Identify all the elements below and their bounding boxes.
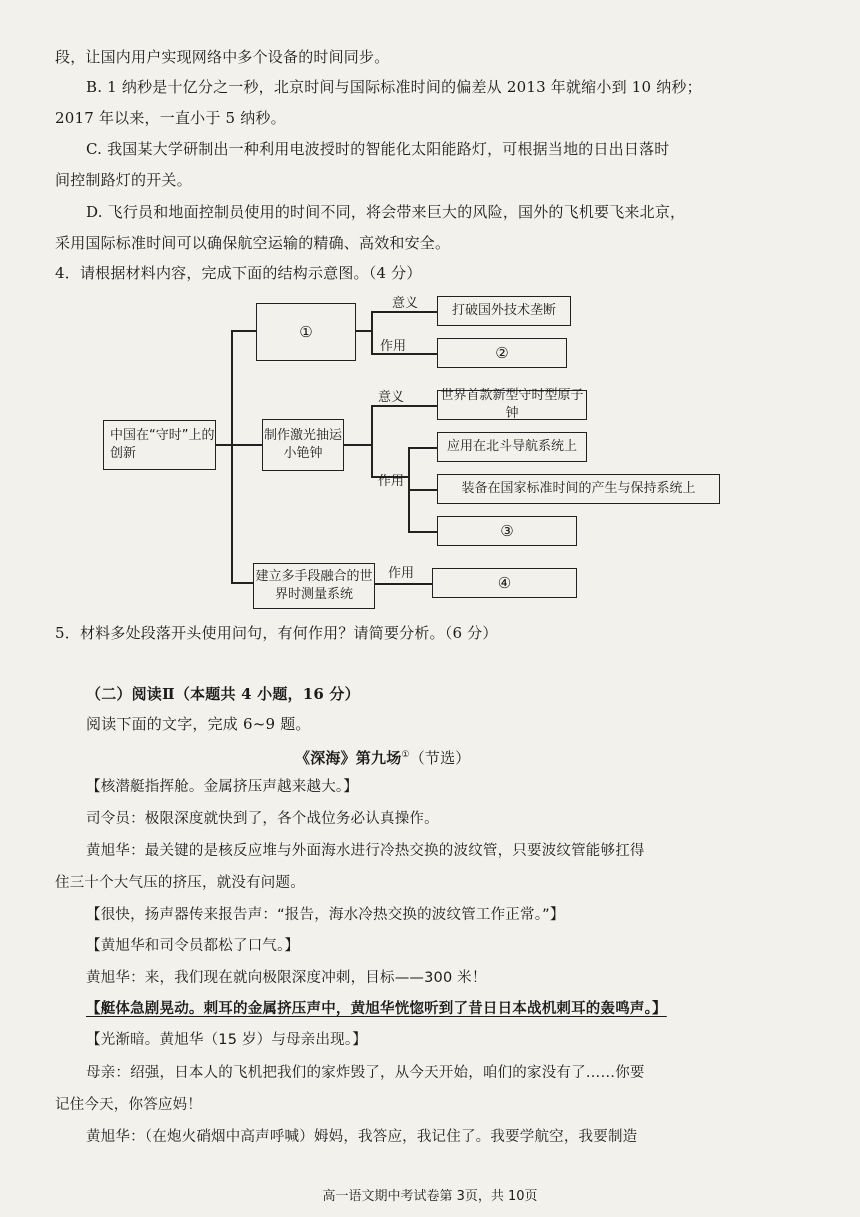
connector-line <box>231 330 256 332</box>
passage-title-note: （节选） <box>409 749 471 767</box>
label-use: 作用 <box>378 474 405 489</box>
option-d-line1: D. 飞行员和地面控制员使用的时间不同，将会带来巨大的风险，国外的飞机要飞来北京， <box>86 203 686 221</box>
dialogue-line: 母亲：绍强，日本人的飞机把我们的家炸毁了，从今天开始，咱们的家没有了……你要 <box>86 1065 645 1081</box>
connector-line <box>371 311 373 354</box>
stage-direction: 【黄旭华和司令员都松了口气。】 <box>86 938 300 954</box>
stage-direction: 【很快，扬声器传来报告声：“报告，海水冷热交换的波纹管工作正常。”】 <box>86 907 565 923</box>
label-meaning: 意义 <box>378 390 405 405</box>
dialogue-line: 住三十个大气压的挤压，就没有问题。 <box>55 875 305 891</box>
footnote-marker: ① <box>401 750 410 760</box>
dialogue-line: 司令员：极限深度就快到了，各个战位务必认真操作。 <box>86 811 439 827</box>
dialogue-line: 记住今天，你答应妈！ <box>55 1097 202 1113</box>
option-d-line2: 采用国际标准时间可以确保航空运输的精确、高效和安全。 <box>55 234 451 252</box>
connector-line <box>231 330 233 583</box>
passage-title <box>295 744 471 769</box>
dialogue-line: 黄旭华：来，我们现在就向极限深度冲刺，目标——300 米！ <box>86 970 487 986</box>
diagram-root-box: 中国在“守时”上的创新 <box>103 420 216 470</box>
connector-line <box>231 582 253 584</box>
diagram-blank-3-box: ③ <box>437 516 577 546</box>
connector-line <box>408 447 437 449</box>
label-use: 作用 <box>380 339 407 354</box>
diagram-blank-2-box: ② <box>437 338 567 368</box>
diagram-measurement-box: 建立多手段融合的世界时测量系统 <box>253 563 375 609</box>
paragraph-line: 段，让国内用户实现网络中多个设备的时间同步。 <box>55 48 390 66</box>
connector-line <box>408 489 437 491</box>
dialogue-line: 黄旭华：（在炮火硝烟中高声呼喊）姆妈，我答应，我记住了。我要学航空，我要制造 <box>86 1129 638 1145</box>
underlined-stage-direction: 【艇体急剧晃动。刺耳的金属挤压声中，黄旭华恍惚听到了昔日日本战机刺耳的轰鸣声。】 <box>86 1001 667 1017</box>
option-b-line2: 2017 年以来，一直小于 5 纳秒。 <box>55 109 286 127</box>
connector-line <box>344 444 372 446</box>
connector-line <box>231 444 262 446</box>
diagram-blank-4-box: ④ <box>432 568 577 598</box>
dialogue-line: 黄旭华：最关键的是核反应堆与外面海水进行冷热交换的波纹管，只要波纹管能够扛得 <box>86 843 645 859</box>
diagram-meaning-1-box: 打破国外技术垄断 <box>437 296 571 326</box>
diagram-meaning-2-box: 世界首款新型守时型原子钟 <box>437 390 587 420</box>
question-5: 5．材料多处段落开头使用问句，有何作用？请简要分析。（6 分） <box>55 624 498 642</box>
label-use: 作用 <box>388 566 415 581</box>
option-c-line1: C. 我国某大学研制出一种利用电波授时的智能化太阳能路灯，可根据当地的日出日落时 <box>86 140 670 158</box>
diagram-blank-1-box: ① <box>256 303 356 361</box>
page-footer: 高一语文期中考试卷第 3页，共 10页 <box>322 1189 538 1204</box>
question-4: 4．请根据材料内容，完成下面的结构示意图。（4 分） <box>55 264 422 282</box>
connector-line <box>408 531 437 533</box>
option-c-line2: 间控制路灯的开关。 <box>55 171 192 189</box>
diagram-laser-clock-box: 制作激光抽运小铯钟 <box>262 419 344 471</box>
connector-line <box>375 583 432 585</box>
connector-line <box>216 444 232 446</box>
stage-direction: 【光渐暗。黄旭华（15 岁）与母亲出现。】 <box>86 1032 368 1048</box>
connector-line <box>356 330 372 332</box>
diagram-use-1-box: 应用在北斗导航系统上 <box>437 432 587 462</box>
section-2-heading: （二）阅读Ⅱ（本题共 4 小题，16 分） <box>86 685 360 703</box>
passage-title-main: 《深海》第九场 <box>295 749 402 767</box>
reading-instruction: 阅读下面的文字，完成 6~9 题。 <box>86 715 311 733</box>
connector-line <box>371 405 437 407</box>
connector-line <box>371 405 373 477</box>
stage-direction: 【核潜艇指挥舱。金属挤压声越来越大。】 <box>86 779 359 795</box>
connector-line <box>371 311 437 313</box>
option-b-line1: B. 1 纳秒是十亿分之一秒，北京时间与国际标准时间的偏差从 2013 年就缩小到 10 纳秒； <box>86 78 702 96</box>
label-meaning: 意义 <box>392 296 419 311</box>
diagram-use-2-box: 装备在国家标准时间的产生与保持系统上 <box>437 474 720 504</box>
